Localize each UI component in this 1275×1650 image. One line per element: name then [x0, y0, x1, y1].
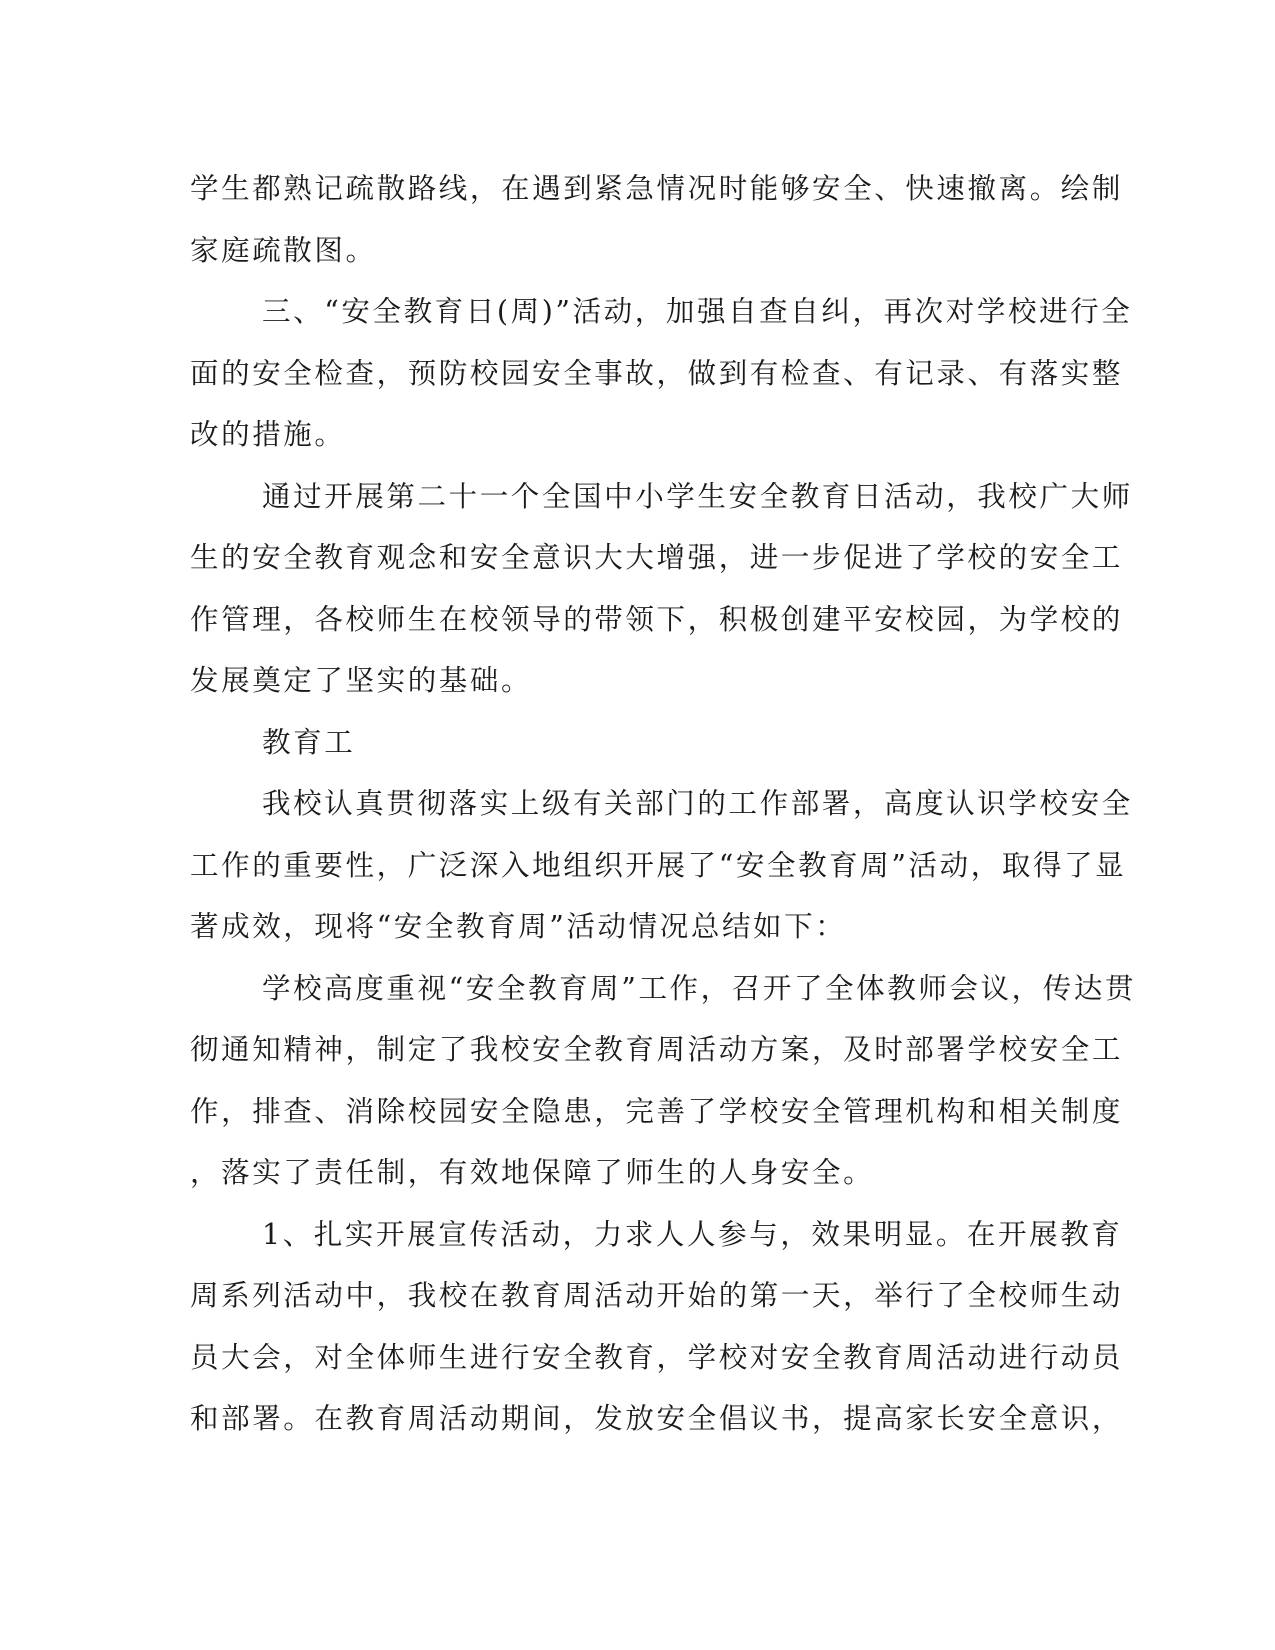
text-line: 发展奠定了坚实的基础。: [190, 664, 533, 697]
text-line: 改的措施。: [190, 418, 346, 451]
text-line: 我校认真贯彻落实上级有关部门的工作部署，高度认识学校安全: [262, 787, 1133, 820]
text-line: 家庭疏散图。: [190, 233, 377, 267]
text-line: 作管理，各校师生在校领导的带领下，积极创建平安校园，为学校的: [190, 602, 1124, 636]
text-line: 作，排查、消除校园安全隐患，完善了学校安全管理机构和相关制度: [190, 1094, 1124, 1128]
text-line: 和部署。在教育周活动期间，发放安全倡议书，提高家长安全意识，: [190, 1402, 1124, 1435]
text-line: 彻通知精神，制定了我校安全教育周活动方案，及时部署学校安全工: [190, 1033, 1124, 1066]
text-line: 面的安全检查，预防校园安全事故，做到有检查、有记录、有落实整: [190, 356, 1124, 390]
text-line: 1、扎实开展宣传活动，力求人人参与，效果明显。在开展教育: [262, 1217, 1123, 1251]
text-line: 教育工: [262, 725, 356, 759]
text-line: 工作的重要性，广泛深入地组织开展了“安全教育周”活动，取得了显: [190, 848, 1127, 882]
text-line: 三、“安全教育日(周)”活动，加强自查自纠，再次对学校进行全: [262, 295, 1133, 328]
text-line: 周系列活动中，我校在教育周活动开始的第一天，举行了全校师生动: [190, 1279, 1124, 1312]
document-body: [190, 158, 1137, 1450]
text-line: 学校高度重视“安全教育周”工作，召开了全体教师会议，传达贯: [262, 971, 1137, 1005]
text-line: 著成效，现将“安全教育周”活动情况总结如下：: [190, 910, 847, 943]
text-line: 生的安全教育观念和安全意识大大增强，进一步促进了学校的安全工: [190, 541, 1124, 574]
text-line: 学生都熟记疏散路线，在遇到紧急情况时能够安全、快速撤离。绘制: [190, 172, 1124, 205]
text-line: 通过开展第二十一个全国中小学生安全教育日活动，我校广大师: [262, 479, 1133, 513]
text-line: 员大会，对全体师生进行安全教育，学校对安全教育周活动进行动员: [190, 1340, 1124, 1374]
text-line: ，落实了责任制，有效地保障了师生的人身安全。: [190, 1156, 875, 1189]
